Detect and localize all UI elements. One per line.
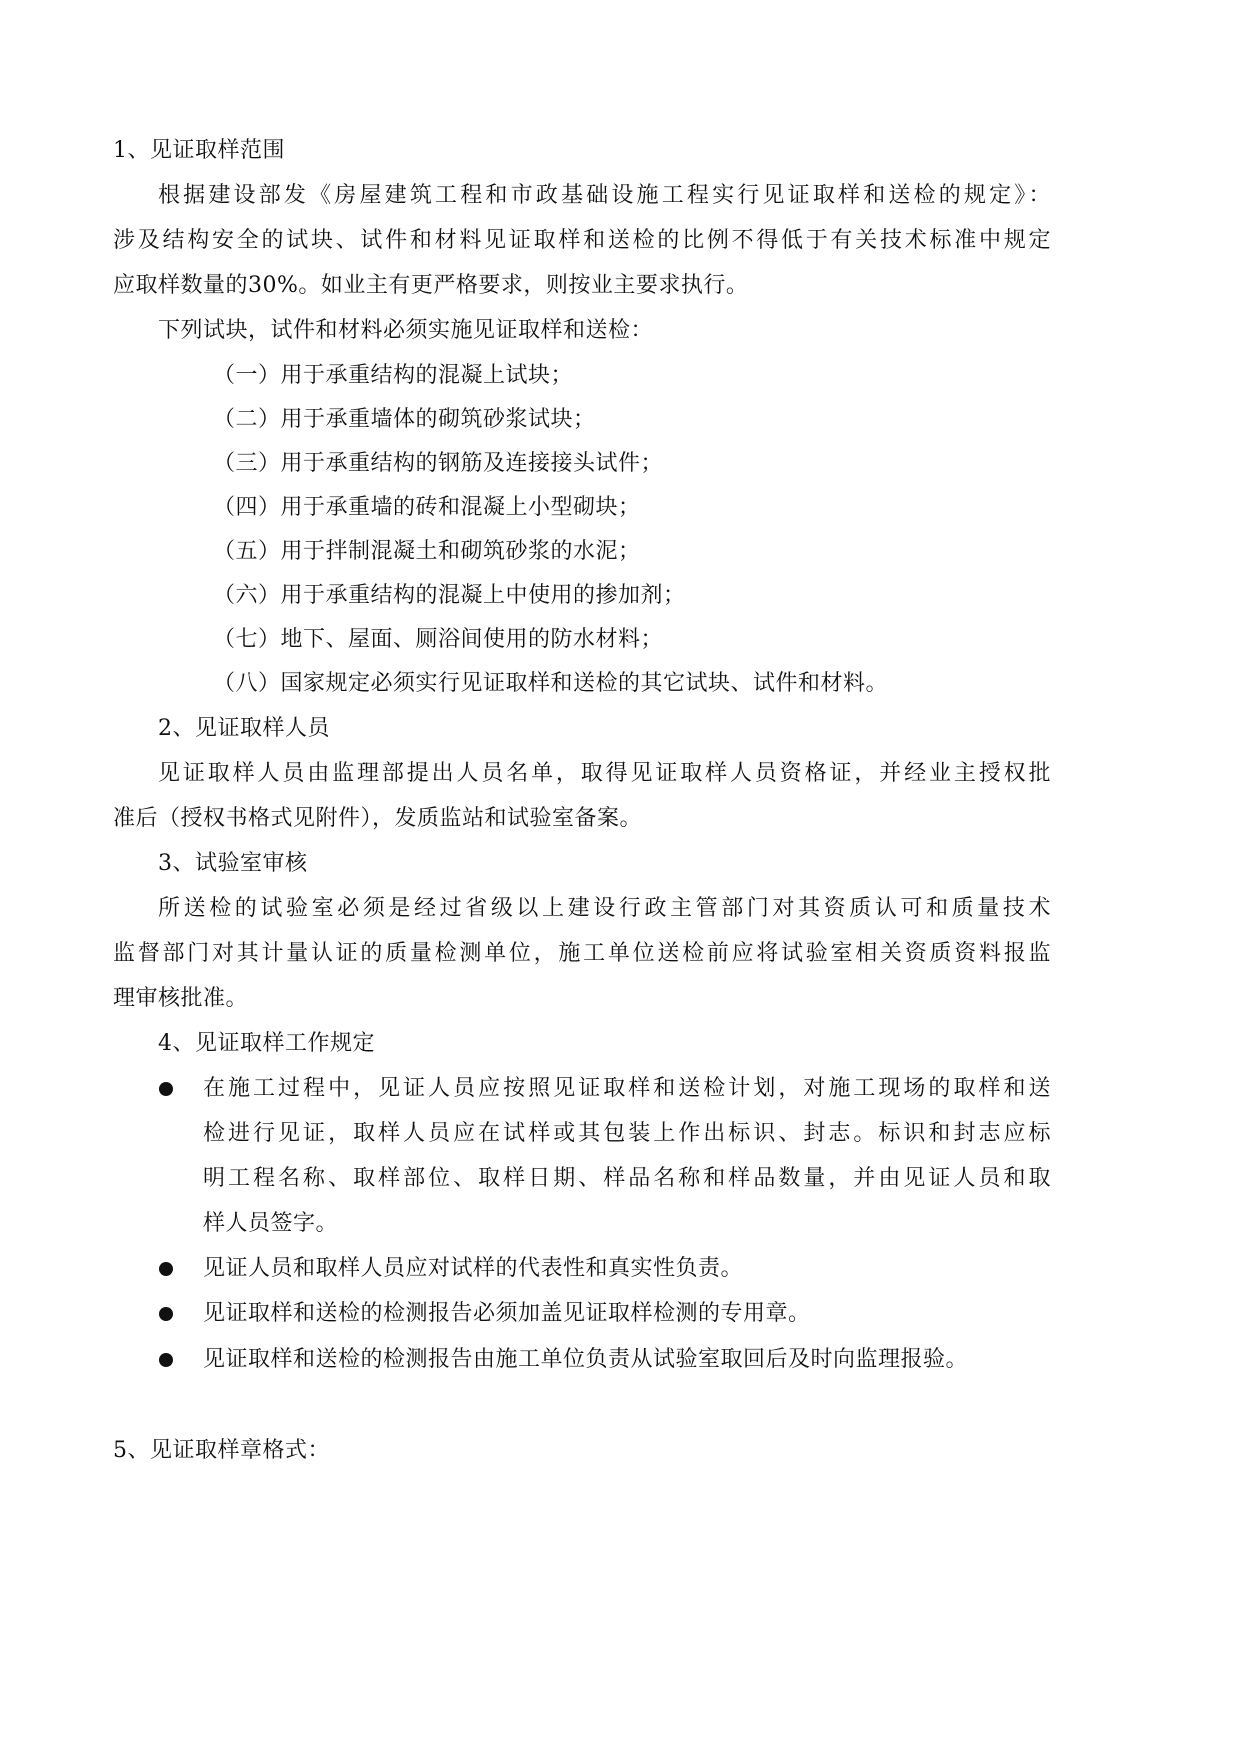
list-item: （三）用于承重结构的钢筋及连接接头试件； [213,451,664,476]
bullet-line: 见证取样和送检的检测报告必须加盖见证取样检测的专用章。 [203,1301,811,1326]
list-item: （四）用于承重墙的砖和混凝上小型砌块； [213,495,641,520]
bullet-line: 见证取样和送检的检测报告由施工单位负责从试验室取回后及时向监理报验。 [203,1347,969,1372]
section-5-heading: 5、见证取样章格式： [113,1438,330,1463]
bullet-icon [159,1307,173,1321]
bullet-line: 明工程名称、取样部位、取样日期、样品名称和样品数量，并由见证人员和取 [203,1166,1051,1191]
bullet-icon [159,1353,173,1367]
section-2-heading: 2、见证取样人员 [158,716,330,741]
list-item: （一）用于承重结构的混凝上试块； [213,363,574,388]
list-item: （八）国家规定必须实行见证取样和送检的其它试块、试件和材料。 [213,671,889,696]
section-1-paragraph-line: 应取样数量的30%。如业主有更严格要求，则按业主要求执行。 [113,273,749,298]
section-3-paragraph-line: 所送检的试验室必须是经过省级以上建设行政主管部门对其资质认可和质量技术 [158,896,1051,921]
bullet-line: 样人员签字。 [203,1211,339,1236]
list-item: （二）用于承重墙体的砌筑砂浆试块； [213,407,596,432]
section-1-paragraph-line: 根据建设部发《房屋建筑工程和市政基础设施工程实行见证取样和送检的规定》： [158,183,1051,208]
section-4-heading: 4、见证取样工作规定 [158,1031,375,1056]
section-3-paragraph-line: 理审核批准。 [113,986,249,1011]
section-3-paragraph-line: 监督部门对其计量认证的质量检测单位，施工单位送检前应将试验室相关资质资料报监 [113,941,1051,966]
bullet-icon [159,1262,173,1276]
section-1-heading: 1、见证取样范围 [113,138,285,163]
list-item: （七）地下、屋面、厕浴间使用的防水材料； [213,627,664,652]
bullet-line: 在施工过程中，见证人员应按照见证取样和送检计划，对施工现场的取样和送 [203,1076,1051,1101]
bullet-icon [159,1082,173,1096]
bullet-line: 见证人员和取样人员应对试样的代表性和真实性负责。 [203,1256,744,1281]
list-item: （五）用于拌制混凝土和砌筑砂浆的水泥； [213,539,641,564]
section-2-paragraph-line: 见证取样人员由监理部提出人员名单，取得见证取样人员资格证，并经业主授权批 [158,761,1051,786]
bullet-line: 检进行见证，取样人员应在试样或其包装上作出标识、封志。标识和封志应标 [203,1121,1051,1146]
section-3-heading: 3、试验室审核 [158,851,308,876]
list-item: （六）用于承重结构的混凝上中使用的掺加剂； [213,583,686,608]
section-1-paragraph-line: 涉及结构安全的试块、试件和材料见证取样和送检的比例不得低于有关技术标准中规定 [113,228,1051,253]
section-2-paragraph-line: 准后（授权书格式见附件），发质监站和试验室备案。 [113,806,643,831]
section-1-intro: 下列试块，试件和材料必须实施见证取样和送检： [158,318,654,343]
